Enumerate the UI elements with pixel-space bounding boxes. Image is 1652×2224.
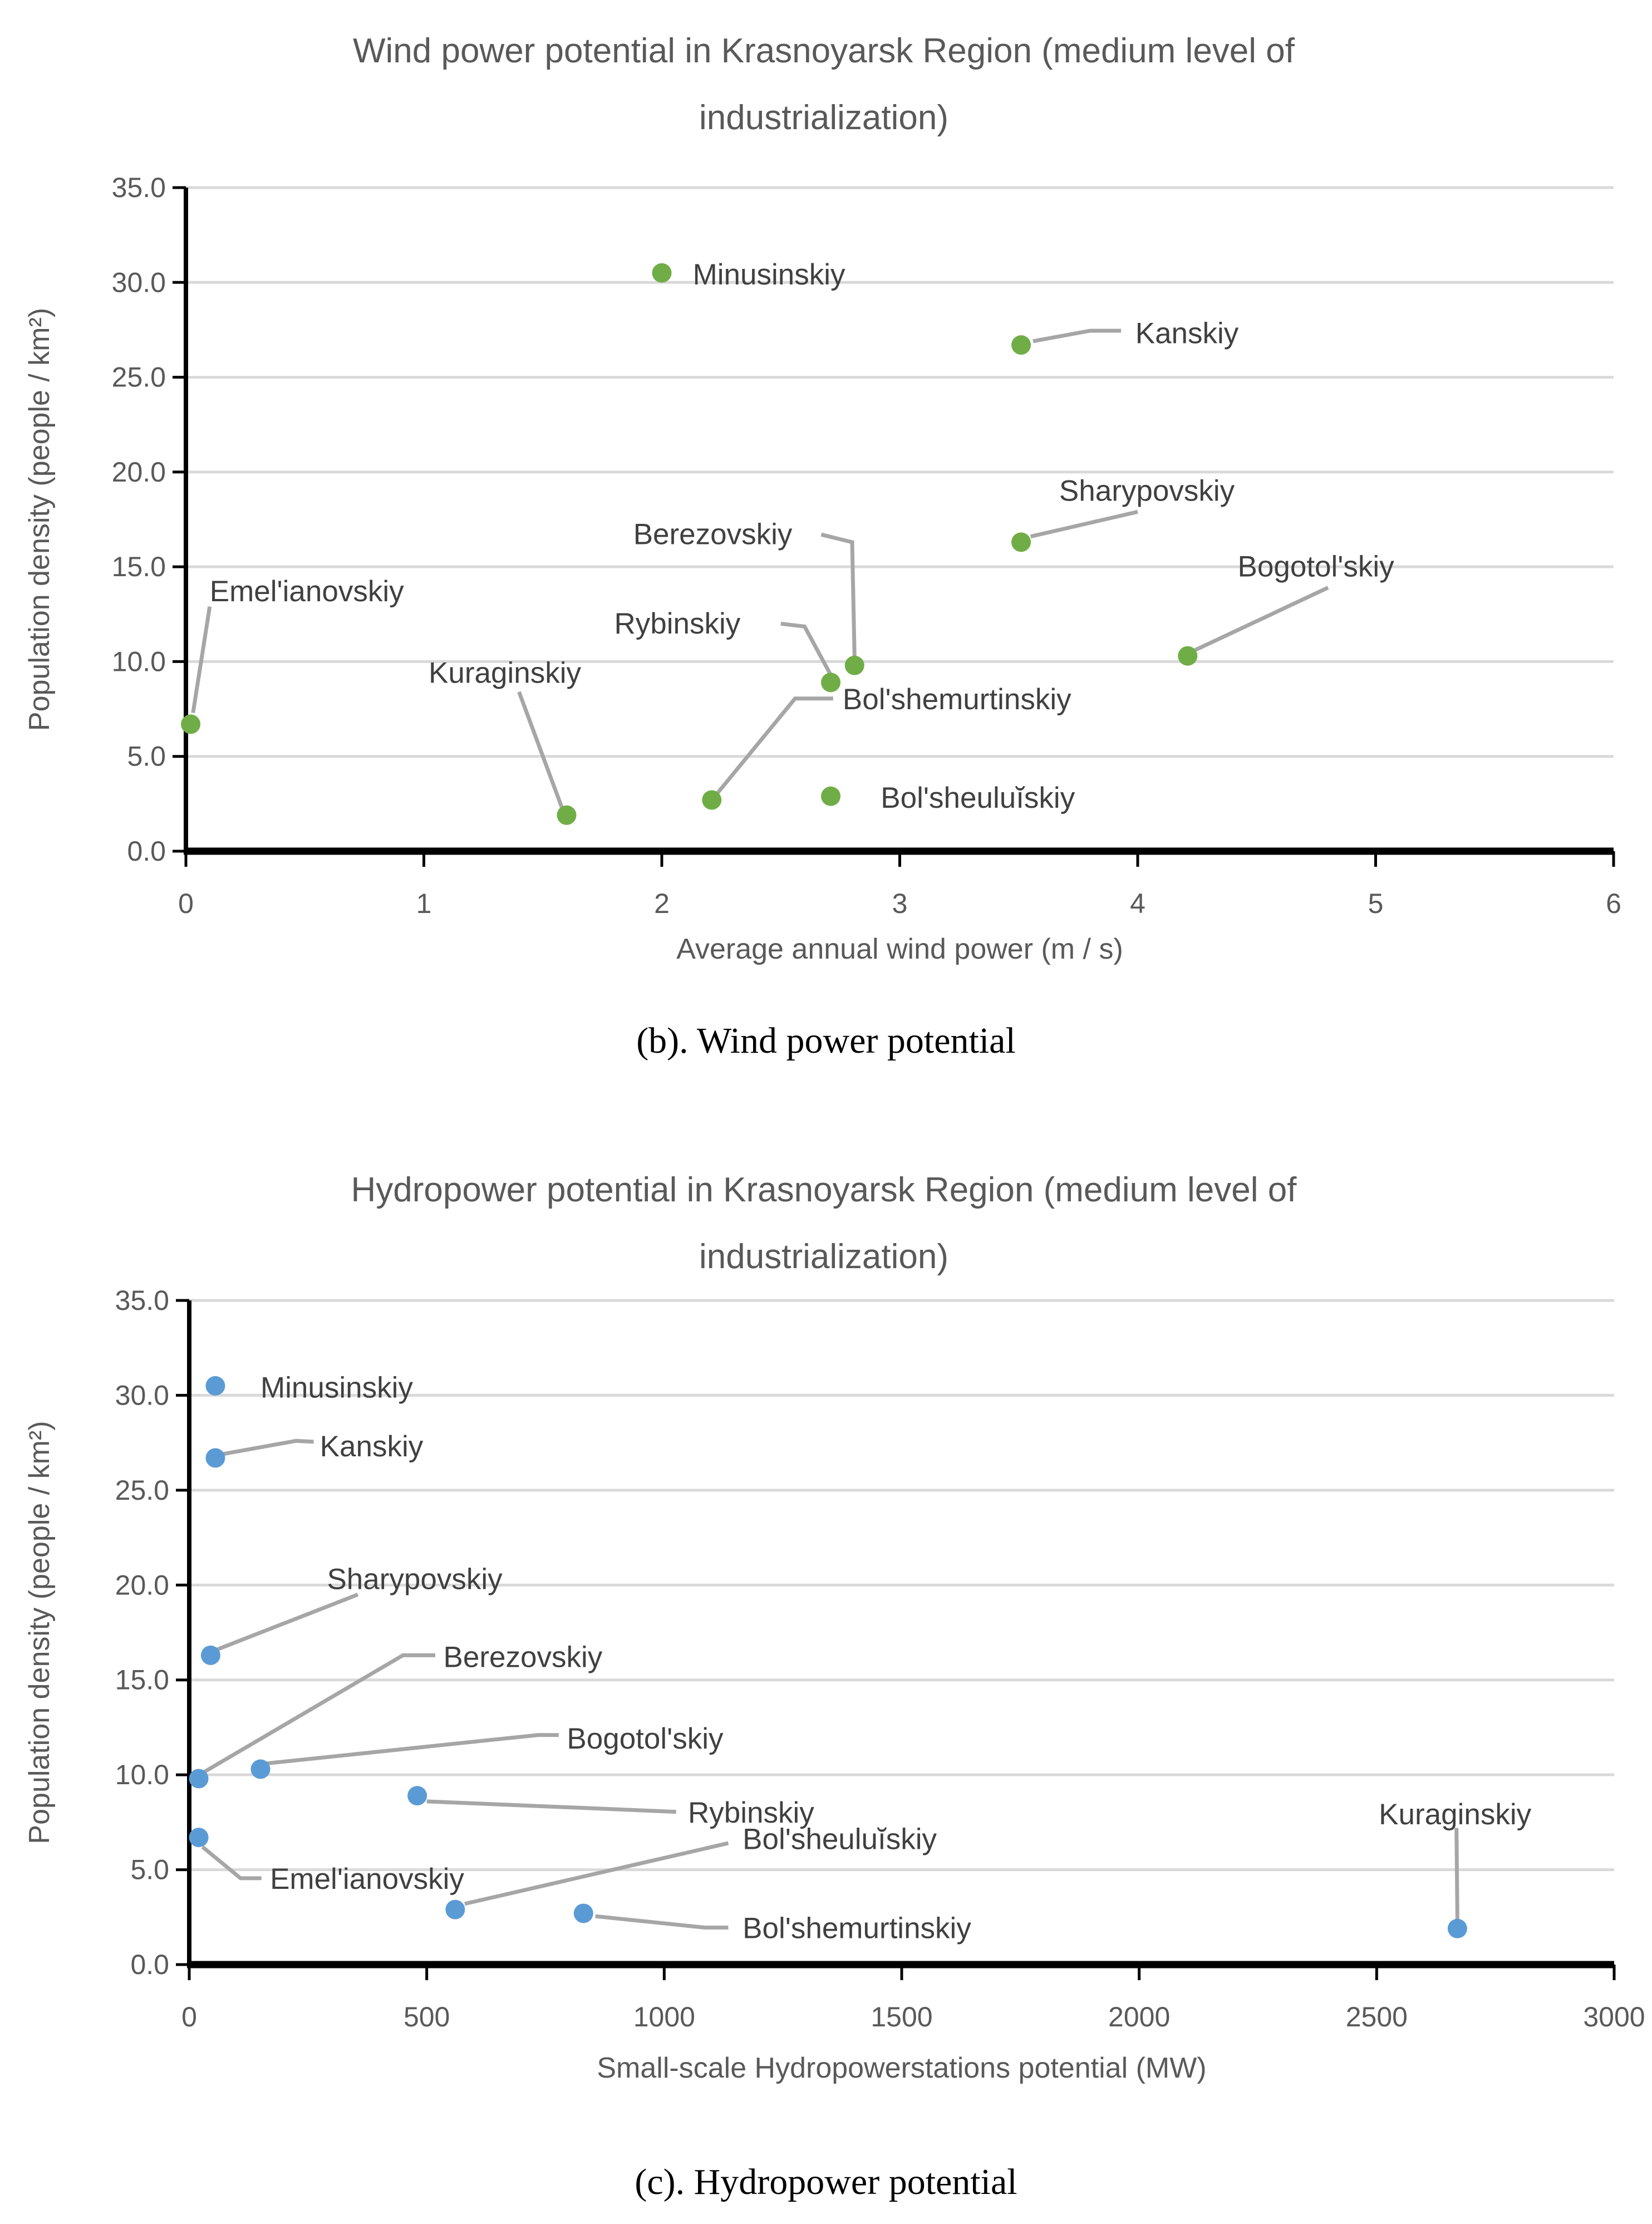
y-axis-title: Population density (people / km²) xyxy=(23,307,56,731)
data-point-emel-ianovskiy xyxy=(181,714,200,734)
data-point-minusinskiy xyxy=(205,1376,225,1396)
chart-title-line2: industrialization) xyxy=(699,99,948,137)
data-point-bol-shemurtinskiy xyxy=(574,1903,593,1923)
point-label-minusinskiy: Minusinskiy xyxy=(260,1371,413,1405)
y-tick-label: 15.0 xyxy=(115,1664,169,1696)
data-point-rybinskiy xyxy=(407,1786,427,1805)
y-tick-label: 25.0 xyxy=(111,361,166,393)
y-axis-title: Population density (people / km²) xyxy=(23,1421,56,1844)
data-point-bol-shemurtinskiy xyxy=(702,791,721,810)
leader-line-berezovskiy xyxy=(821,534,854,657)
leader-line-bol-shemurtinskiy xyxy=(716,699,833,794)
leader-line-emel-ianovskiy xyxy=(193,607,210,713)
point-label-rybinskiy: Rybinskiy xyxy=(614,607,741,640)
data-point-berezovskiy xyxy=(189,1769,209,1788)
x-tick-label: 6 xyxy=(1606,888,1621,919)
data-point-minusinskiy xyxy=(652,263,672,283)
leader-line-kanskiy xyxy=(223,1441,314,1454)
y-tick-label: 10.0 xyxy=(115,1759,169,1791)
point-label-minusinskiy: Minusinskiy xyxy=(692,258,845,292)
point-label-bol-shemurtinskiy: Bol'shemurtinskiy xyxy=(743,1912,971,1945)
x-tick-label: 1500 xyxy=(871,2001,933,2032)
x-tick-label: 2500 xyxy=(1345,2001,1408,2032)
data-point-sharypovskiy xyxy=(1011,532,1031,552)
point-label-kanskiy: Kanskiy xyxy=(1135,317,1239,350)
y-tick-label: 35.0 xyxy=(111,172,166,203)
data-point-kuraginskiy xyxy=(1448,1919,1467,1938)
point-label-emel-ianovskiy: Emel'ianovskiy xyxy=(209,575,404,608)
leader-line-bol-shemurtinskiy xyxy=(596,1916,729,1927)
point-label-kuraginskiy: Kuraginskiy xyxy=(1379,1798,1532,1832)
data-point-bol-sheulu-skiy xyxy=(821,787,840,806)
data-point-emel-ianovskiy xyxy=(189,1828,209,1847)
leader-line-sharypovskiy xyxy=(1031,512,1138,536)
y-tick-label: 0.0 xyxy=(130,1949,169,1980)
x-tick-label: 2 xyxy=(654,888,670,919)
point-label-berezovskiy: Berezovskiy xyxy=(443,1641,603,1674)
data-point-bogotol-skiy xyxy=(251,1759,271,1779)
x-tick-label: 3000 xyxy=(1583,2001,1645,2032)
data-point-bol-sheulu-skiy xyxy=(445,1900,465,1919)
y-tick-label: 10.0 xyxy=(111,646,166,677)
data-point-kanskiy xyxy=(1011,335,1031,355)
leader-line-sharypovskiy xyxy=(217,1594,358,1649)
point-label-kanskiy: Kanskiy xyxy=(319,1430,424,1463)
leader-line-bogotol-skiy xyxy=(266,1735,559,1764)
leader-line-kuraginskiy xyxy=(1457,1828,1458,1921)
data-point-kuraginskiy xyxy=(557,806,577,825)
chart-title-line1: Hydropower potential in Krasnoyarsk Region (medium level of xyxy=(351,1171,1297,1209)
data-point-berezovskiy xyxy=(845,656,864,675)
leader-line-kuraginskiy xyxy=(519,692,562,808)
x-axis-title: Average annual wind power (m / s) xyxy=(676,933,1123,965)
data-point-bogotol-skiy xyxy=(1178,646,1197,666)
x-axis-title: Small-scale Hydropowerstations potential (MW) xyxy=(597,2052,1207,2084)
y-tick-label: 30.0 xyxy=(111,267,166,298)
point-label-sharypovskiy: Sharypovskiy xyxy=(327,1563,503,1596)
caption-wind: (b). Wind power potential xyxy=(636,1020,1016,1061)
point-label-berezovskiy: Berezovskiy xyxy=(633,518,793,551)
leader-line-emel-ianovskiy xyxy=(203,1847,262,1878)
leader-line-bogotol-skiy xyxy=(1195,588,1328,650)
data-point-kanskiy xyxy=(205,1448,225,1467)
y-tick-label: 5.0 xyxy=(127,740,166,772)
x-tick-label: 5 xyxy=(1368,888,1384,919)
y-tick-label: 25.0 xyxy=(115,1474,169,1506)
leader-line-rybinskiy xyxy=(781,623,831,675)
y-tick-label: 35.0 xyxy=(115,1285,169,1316)
point-label-sharypovskiy: Sharypovskiy xyxy=(1059,474,1235,508)
wind-potential-scatter-chart xyxy=(0,0,1652,971)
hydropower-potential-scatter-chart xyxy=(0,1119,1652,2099)
y-tick-label: 5.0 xyxy=(130,1854,169,1886)
y-tick-label: 20.0 xyxy=(115,1569,169,1601)
chart-title-line1: Wind power potential in Krasnoyarsk Region (medium level of xyxy=(352,32,1295,70)
y-tick-label: 30.0 xyxy=(115,1379,169,1411)
x-tick-label: 4 xyxy=(1130,888,1145,919)
x-tick-label: 0 xyxy=(178,888,194,919)
point-label-bol-shemurtinskiy: Bol'shemurtinskiy xyxy=(842,683,1071,716)
x-tick-label: 1 xyxy=(416,888,432,919)
leader-line-kanskiy xyxy=(1033,331,1121,341)
x-tick-label: 1000 xyxy=(633,2001,695,2032)
point-label-bol-sheulu-skiy: Bol'sheuluĭskiy xyxy=(743,1823,937,1856)
y-tick-label: 15.0 xyxy=(111,551,166,583)
point-label-bogotol-skiy: Bogotol'skiy xyxy=(567,1722,724,1755)
caption-hydro: (c). Hydropower potential xyxy=(635,2162,1017,2202)
data-point-rybinskiy xyxy=(821,672,840,692)
point-label-bogotol-skiy: Bogotol'skiy xyxy=(1237,550,1394,583)
x-tick-label: 2000 xyxy=(1108,2001,1171,2032)
point-label-rybinskiy: Rybinskiy xyxy=(688,1796,814,1829)
x-tick-label: 3 xyxy=(892,888,908,919)
x-tick-label: 0 xyxy=(181,2001,197,2032)
point-label-bol-sheulu-skiy: Bol'sheuluĭskiy xyxy=(881,782,1075,815)
x-tick-label: 500 xyxy=(403,2001,450,2032)
leader-line-rybinskiy xyxy=(427,1801,676,1812)
y-tick-label: 0.0 xyxy=(127,836,166,867)
point-label-kuraginskiy: Kuraginskiy xyxy=(429,656,582,690)
point-label-emel-ianovskiy: Emel'ianovskiy xyxy=(270,1863,464,1896)
chart-title-line2: industrialization) xyxy=(699,1238,948,1276)
data-point-sharypovskiy xyxy=(201,1646,220,1665)
y-tick-label: 20.0 xyxy=(111,456,166,488)
leader-line-berezovskiy xyxy=(203,1655,435,1773)
leader-line-bol-sheulu-skiy xyxy=(465,1843,729,1904)
